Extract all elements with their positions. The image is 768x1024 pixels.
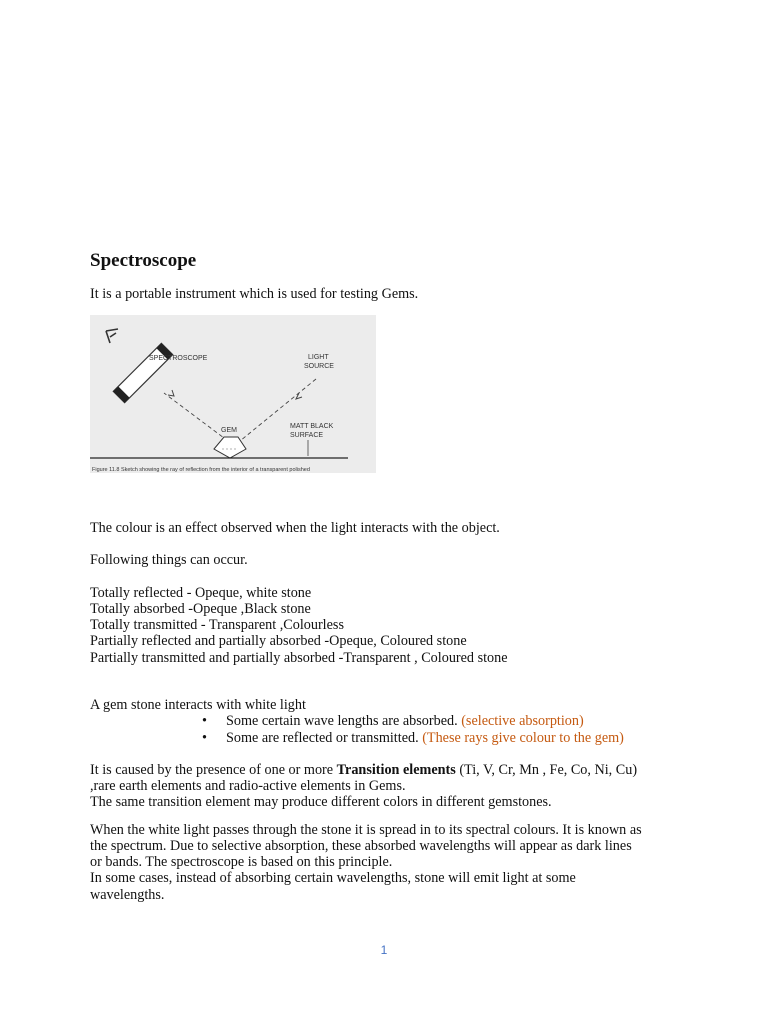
spectroscope-figure	[90, 315, 376, 473]
list-item: Partially transmitted and partially absorbed -Transparent , Coloured stone	[90, 650, 508, 666]
transition-line: The same transition element may produce different colors in different gemstones.	[90, 794, 552, 810]
transition-suffix: (Ti, V, Cr, Mn , Fe, Co, Ni, Cu)	[455, 762, 638, 778]
label-light: LIGHT	[308, 354, 329, 361]
spectrum-line: When the white light passes through the stone it is spread in to its spectral colours. It is known as	[90, 822, 642, 838]
bullet-text: Some are reflected or transmitted.	[226, 730, 423, 746]
transition-prefix: It is caused by the presence of one or more	[90, 762, 337, 778]
label-matt-black: MATT BLACK	[290, 423, 334, 430]
bullet-item	[202, 730, 624, 746]
gem-icon	[214, 437, 246, 458]
following-paragraph: Following things can occur.	[90, 552, 248, 568]
colour-paragraph: The colour is an effect observed when the light interacts with the object.	[90, 520, 500, 536]
bullet-item	[202, 713, 584, 729]
list-item: Totally reflected - Opeque, white stone	[90, 585, 312, 601]
bullet-note: (selective absorption)	[461, 713, 584, 729]
list-item: Totally transmitted - Transparent ,Colourless	[90, 617, 344, 633]
bullet-note: (These rays give colour to the gem)	[422, 730, 624, 746]
list-item: Partially reflected and partially absorbed -Opeque, Coloured stone	[90, 633, 467, 649]
label-surface: SURFACE	[290, 432, 324, 439]
spectroscope-tube	[113, 343, 172, 402]
spectrum-line: the spectrum. Due to selective absorption, these absorbed wavelengths will appear as dark lines	[90, 838, 632, 854]
transition-line: ,rare earth elements and radio-active elements in Gems.	[90, 778, 406, 794]
page-title: Spectroscope	[90, 250, 197, 271]
label-spectroscope: SPECTROSCOPE	[149, 355, 208, 362]
reflected-ray	[164, 390, 228, 441]
spectrum-line: In some cases, instead of absorbing certain wavelengths, stone will emit light at some	[90, 870, 576, 886]
transition-bold: Transition elements	[336, 762, 456, 778]
page-number: 1	[380, 943, 388, 957]
bullet-dot: •	[202, 713, 207, 729]
bullet-dot: •	[202, 730, 207, 746]
spectrum-line: wavelengths.	[90, 887, 165, 903]
list-item: Totally absorbed -Opeque ,Black stone	[90, 601, 311, 617]
transition-paragraph	[90, 762, 637, 778]
label-gem: GEM	[221, 427, 237, 434]
spectroscope-diagram	[90, 315, 376, 473]
figure-caption: Figure 11.8 Sketch showing the ray of reflection from the interior of a transparent polished	[92, 467, 310, 473]
label-source: SOURCE	[304, 363, 334, 370]
bullet-text: Some certain wave lengths are absorbed.	[226, 713, 462, 729]
eye-icon	[106, 329, 118, 343]
intro-text: It is a portable instrument which is used for testing Gems.	[90, 286, 419, 302]
spectrum-line: or bands. The spectroscope is based on this principle.	[90, 854, 393, 870]
gem-interacts-text: A gem stone interacts with white light	[90, 697, 306, 713]
